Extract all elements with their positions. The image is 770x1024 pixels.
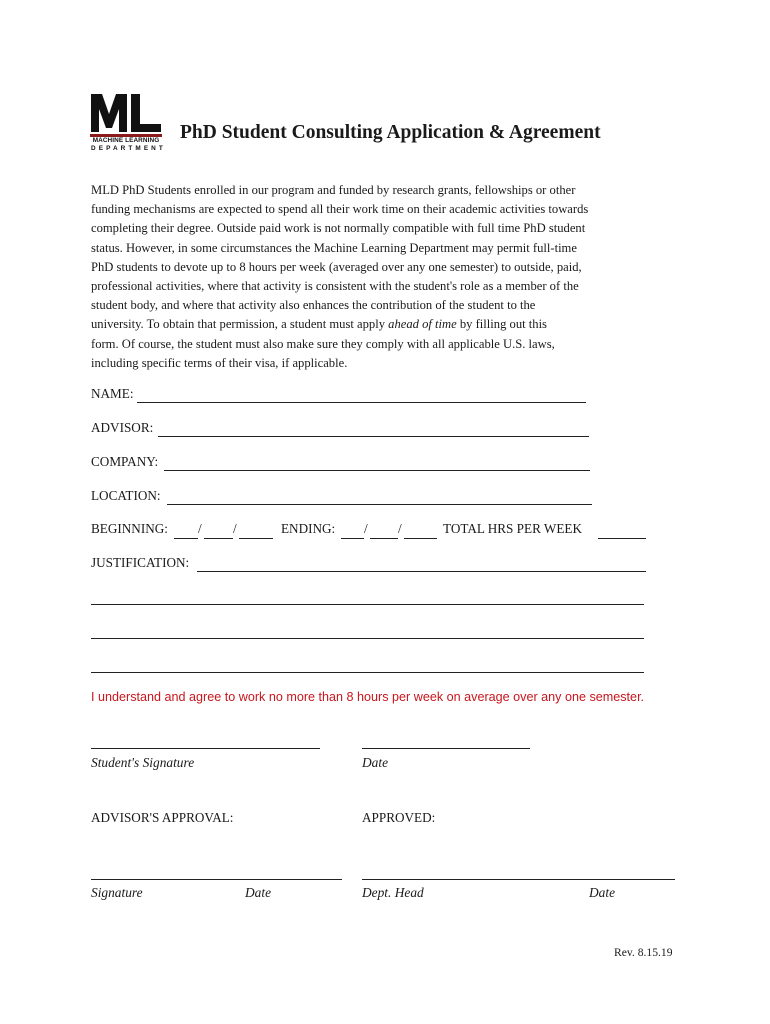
intro-line: PhD students to devote up to 8 hours per week (averaged over any one semester) to outside, paid, — [91, 259, 582, 274]
advisor-label: ADVISOR: — [91, 420, 154, 435]
company-input-line[interactable] — [164, 470, 590, 471]
revision-label: Rev. 8.15.19 — [614, 946, 673, 959]
location-input-line[interactable] — [167, 504, 592, 505]
intro-line: funding mechanisms are expected to spend all their work time on their academic activities towards — [91, 202, 589, 217]
dept-head-label: Dept. Head — [362, 885, 424, 900]
total-hours-label: TOTAL HRS PER WEEK — [443, 521, 583, 536]
ending-year-line[interactable] — [404, 538, 437, 539]
intro-line: status. However, in some circumstances the Machine Learning Department may permit full-time — [91, 240, 577, 255]
name-label: NAME: — [91, 386, 134, 401]
page-title: PhD Student Consulting Application & Agreement — [180, 122, 601, 143]
advisor-signature-line[interactable] — [91, 879, 342, 880]
location-label: LOCATION: — [91, 488, 161, 503]
approved-label: APPROVED: — [362, 810, 436, 825]
advisor-signature-label: Signature — [91, 885, 143, 900]
beginning-day-line[interactable] — [204, 538, 233, 539]
justification-input-line[interactable] — [91, 604, 644, 605]
intro-line: including specific terms of their visa, if applicable. — [91, 355, 348, 370]
department-logo — [90, 92, 166, 160]
ending-day-line[interactable] — [370, 538, 398, 539]
justification-input-line[interactable] — [91, 638, 644, 639]
agreement-notice: I understand and agree to work no more than 8 hours per week on average over any one semester. — [91, 690, 645, 704]
student-date-line[interactable] — [362, 748, 530, 749]
intro-line — [91, 315, 681, 334]
logo-line-1: MACHINE LEARNING — [92, 137, 160, 144]
intro-line: MLD PhD Students enrolled in our program and funded by research grants, fellowships or other — [91, 183, 576, 197]
intro-text: university. To obtain that permission, a student must apply — [91, 317, 389, 332]
ending-month-line[interactable] — [341, 538, 364, 539]
date-separator: / — [233, 521, 237, 536]
logo-line-2: DEPARTMENT — [91, 145, 166, 152]
justification-input-line[interactable] — [197, 571, 646, 572]
student-signature-line[interactable] — [91, 748, 320, 749]
dept-head-signature-line[interactable] — [362, 879, 675, 880]
dept-head-date-label: Date — [589, 885, 616, 900]
ml-logo-mark — [90, 92, 162, 134]
intro-emphasis: ahead of time — [388, 317, 457, 332]
name-input-line[interactable] — [137, 402, 586, 403]
intro-paragraph — [91, 181, 681, 373]
date-separator: / — [198, 521, 202, 536]
intro-line: completing their degree. Outside paid work is not normally compatible with full time PhD student — [91, 221, 586, 236]
intro-line: form. Of course, the student must also make sure they comply with all applicable U.S. laws, — [91, 336, 555, 351]
ending-label: ENDING: — [281, 521, 336, 536]
intro-line: professional activities, where that activity is consistent with the student's role as a member of the — [91, 279, 579, 294]
advisor-date-label: Date — [245, 885, 272, 900]
advisor-input-line[interactable] — [158, 436, 589, 437]
company-label: COMPANY: — [91, 454, 159, 469]
intro-text: by filling out this — [456, 317, 547, 332]
intro-line: student body, and where that activity also enhances the contribution of the student to the — [91, 298, 536, 313]
student-date-label: Date — [362, 755, 389, 770]
total-hours-input-line[interactable] — [598, 538, 646, 539]
beginning-label: BEGINNING: — [91, 521, 168, 536]
beginning-year-line[interactable] — [239, 538, 273, 539]
justification-input-line[interactable] — [91, 672, 644, 673]
beginning-month-line[interactable] — [174, 538, 198, 539]
date-separator: / — [398, 521, 402, 536]
student-signature-label: Student's Signature — [91, 755, 195, 770]
justification-label: JUSTIFICATION: — [91, 555, 190, 570]
date-separator: / — [364, 521, 368, 536]
advisors-approval-label: ADVISOR'S APPROVAL: — [91, 810, 234, 825]
